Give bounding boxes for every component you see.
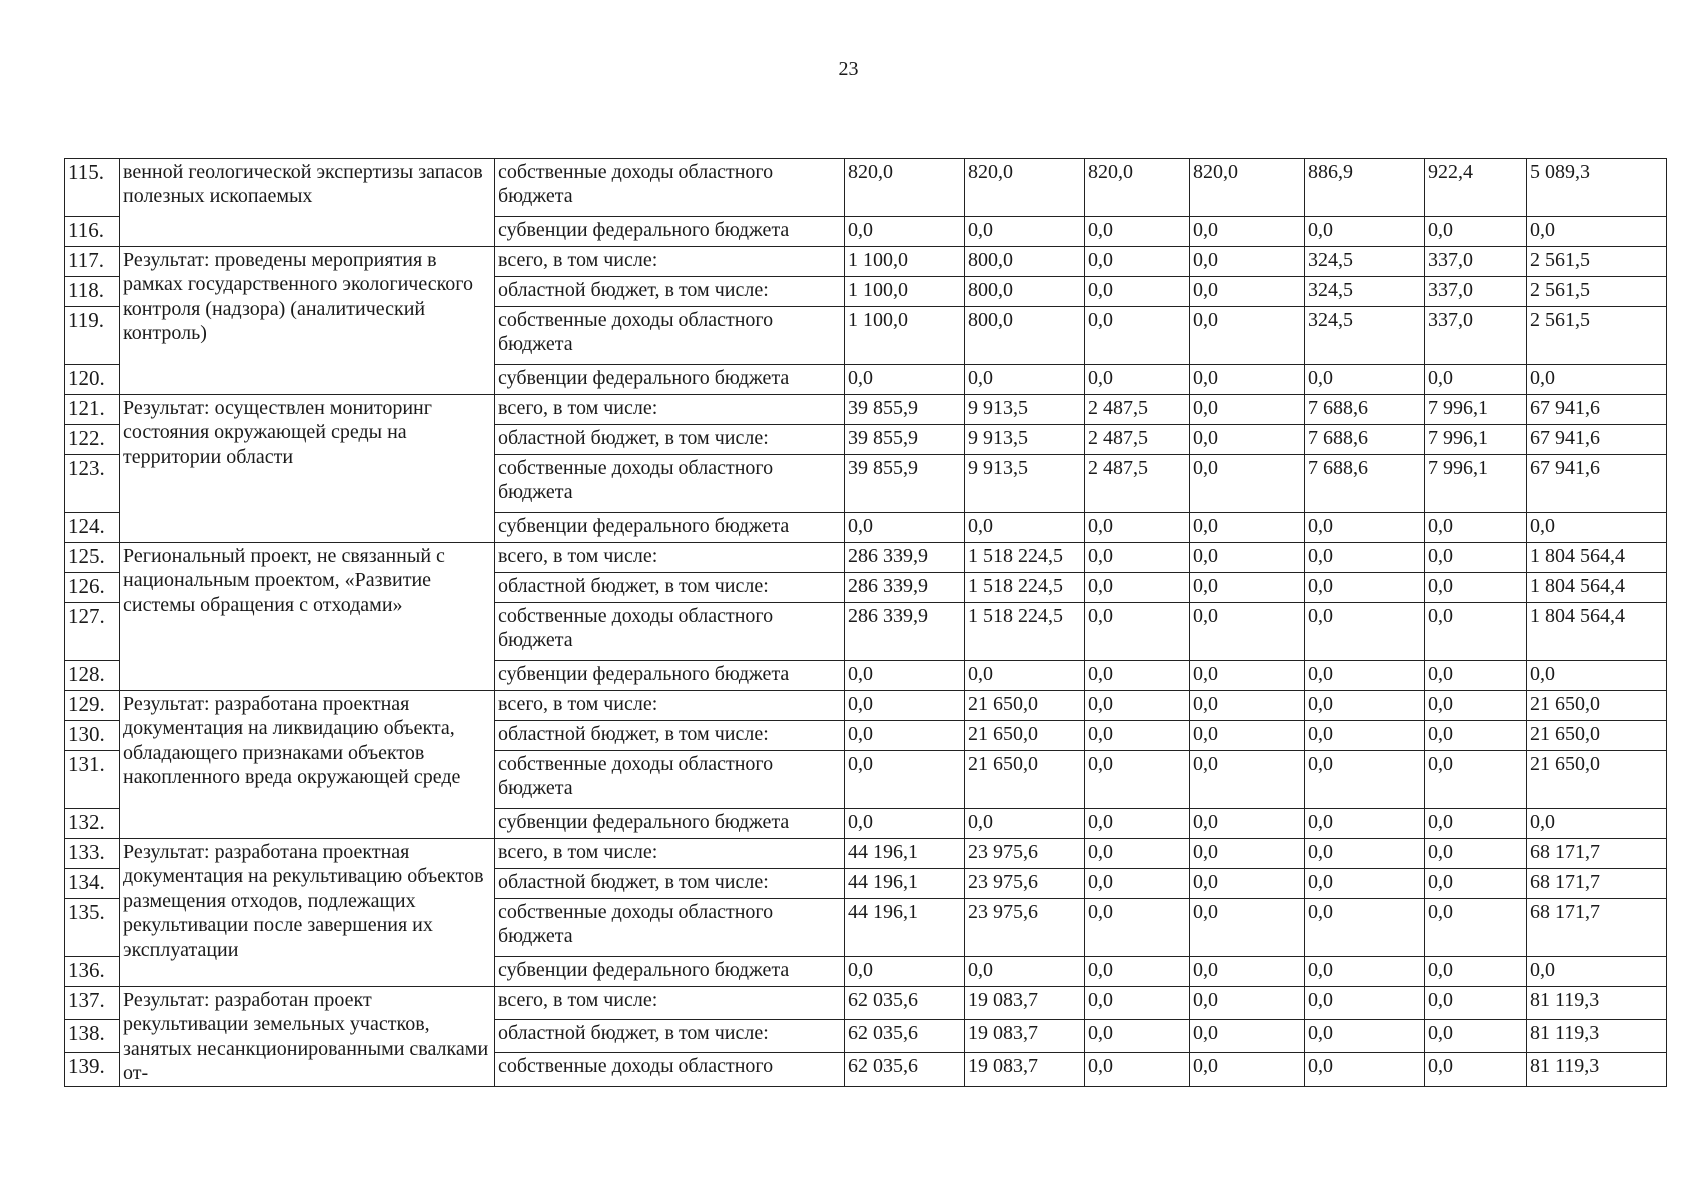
table-row <box>65 987 1667 1020</box>
funding-source: собственные доходы областного бюджета <box>495 603 845 661</box>
year-value-cell: 324,5 <box>1305 247 1425 277</box>
year-value-cell: 0,0 <box>1425 869 1527 899</box>
year-value-cell: 0,0 <box>1425 217 1527 247</box>
total-value-cell: 2 561,5 <box>1527 307 1667 365</box>
total-value-cell: 81 119,3 <box>1527 1053 1667 1086</box>
year-value-cell: 800,0 <box>965 307 1085 365</box>
item-description: Результат: проведены мероприятия в рамках государственного экологического контроля (надзора) (аналитический контроль) <box>120 247 495 395</box>
total-value-cell: 67 941,6 <box>1527 395 1667 425</box>
funding-source: областной бюджет, в том числе: <box>495 573 845 603</box>
total-value-cell: 1 804 564,4 <box>1527 543 1667 573</box>
year-value-cell: 0,0 <box>1425 661 1527 691</box>
funding-source: субвенции федерального бюджета <box>495 217 845 247</box>
year-value-cell: 23 975,6 <box>965 869 1085 899</box>
year-value-cell: 0,0 <box>1085 513 1190 543</box>
year-value-cell: 286 339,9 <box>845 573 965 603</box>
row-number: 129. <box>65 691 120 721</box>
year-value-cell: 7 688,6 <box>1305 455 1425 513</box>
year-value-cell: 39 855,9 <box>845 455 965 513</box>
year-value-cell: 39 855,9 <box>845 395 965 425</box>
year-value-cell: 19 083,7 <box>965 1053 1085 1086</box>
year-value-cell: 0,0 <box>1305 1020 1425 1053</box>
year-value-cell: 820,0 <box>1085 159 1190 217</box>
year-value-cell: 44 196,1 <box>845 899 965 957</box>
year-value-cell: 0,0 <box>965 217 1085 247</box>
funding-source: всего, в том числе: <box>495 987 845 1020</box>
year-value-cell: 0,0 <box>1190 395 1305 425</box>
year-value-cell: 0,0 <box>1425 721 1527 751</box>
year-value-cell: 0,0 <box>1425 751 1527 809</box>
year-value-cell: 0,0 <box>1085 217 1190 247</box>
year-value-cell: 0,0 <box>965 365 1085 395</box>
row-number: 130. <box>65 721 120 751</box>
total-value-cell: 21 650,0 <box>1527 751 1667 809</box>
item-description: Результат: разработана проектная документация на ликвидацию объекта, обладающего признаками объектов накопленного вреда окружающей среде <box>120 691 495 839</box>
year-value-cell: 21 650,0 <box>965 691 1085 721</box>
year-value-cell: 0,0 <box>1425 365 1527 395</box>
year-value-cell: 44 196,1 <box>845 869 965 899</box>
year-value-cell: 19 083,7 <box>965 1020 1085 1053</box>
funding-source: всего, в том числе: <box>495 839 845 869</box>
year-value-cell: 7 688,6 <box>1305 425 1425 455</box>
total-value-cell: 0,0 <box>1527 809 1667 839</box>
year-value-cell: 0,0 <box>1085 809 1190 839</box>
year-value-cell: 0,0 <box>1425 1020 1527 1053</box>
item-description: венной геологической экспертизы запасов полезных ископаемых <box>120 159 495 247</box>
row-number: 135. <box>65 899 120 957</box>
year-value-cell: 0,0 <box>1190 691 1305 721</box>
year-value-cell: 1 100,0 <box>845 277 965 307</box>
year-value-cell: 0,0 <box>1190 661 1305 691</box>
year-value-cell: 2 487,5 <box>1085 425 1190 455</box>
row-number: 127. <box>65 603 120 661</box>
total-value-cell: 81 119,3 <box>1527 987 1667 1020</box>
total-value-cell: 67 941,6 <box>1527 425 1667 455</box>
year-value-cell: 0,0 <box>1305 691 1425 721</box>
total-value-cell: 68 171,7 <box>1527 839 1667 869</box>
year-value-cell: 1 518 224,5 <box>965 543 1085 573</box>
year-value-cell: 0,0 <box>1085 1053 1190 1086</box>
total-value-cell: 68 171,7 <box>1527 899 1667 957</box>
year-value-cell: 0,0 <box>1305 543 1425 573</box>
funding-source: всего, в том числе: <box>495 691 845 721</box>
year-value-cell: 0,0 <box>1190 603 1305 661</box>
year-value-cell: 0,0 <box>1190 217 1305 247</box>
year-value-cell: 9 913,5 <box>965 455 1085 513</box>
funding-source: собственные доходы областного бюджета <box>495 455 845 513</box>
year-value-cell: 0,0 <box>1190 247 1305 277</box>
funding-source: областной бюджет, в том числе: <box>495 1020 845 1053</box>
funding-source: областной бюджет, в том числе: <box>495 425 845 455</box>
year-value-cell: 0,0 <box>1425 513 1527 543</box>
year-value-cell: 0,0 <box>1190 751 1305 809</box>
funding-source: областной бюджет, в том числе: <box>495 721 845 751</box>
year-value-cell: 0,0 <box>1190 721 1305 751</box>
year-value-cell: 324,5 <box>1305 307 1425 365</box>
year-value-cell: 0,0 <box>1085 839 1190 869</box>
year-value-cell: 0,0 <box>965 809 1085 839</box>
year-value-cell: 0,0 <box>1085 957 1190 987</box>
year-value-cell: 800,0 <box>965 247 1085 277</box>
total-value-cell: 81 119,3 <box>1527 1020 1667 1053</box>
funding-source: субвенции федерального бюджета <box>495 365 845 395</box>
year-value-cell: 21 650,0 <box>965 751 1085 809</box>
year-value-cell: 0,0 <box>1085 603 1190 661</box>
year-value-cell: 0,0 <box>1305 751 1425 809</box>
funding-source: собственные доходы областного бюджета <box>495 751 845 809</box>
year-value-cell: 62 035,6 <box>845 1020 965 1053</box>
year-value-cell: 0,0 <box>1190 899 1305 957</box>
year-value-cell: 1 100,0 <box>845 247 965 277</box>
year-value-cell: 800,0 <box>965 277 1085 307</box>
row-number: 115. <box>65 159 120 217</box>
year-value-cell: 23 975,6 <box>965 899 1085 957</box>
year-value-cell: 0,0 <box>1305 513 1425 543</box>
year-value-cell: 0,0 <box>845 957 965 987</box>
year-value-cell: 820,0 <box>845 159 965 217</box>
year-value-cell: 0,0 <box>1305 1053 1425 1086</box>
total-value-cell: 5 089,3 <box>1527 159 1667 217</box>
funding-source: собственные доходы областного бюджета <box>495 899 845 957</box>
total-value-cell: 21 650,0 <box>1527 691 1667 721</box>
year-value-cell: 820,0 <box>965 159 1085 217</box>
funding-source: собственные доходы областного <box>495 1053 845 1086</box>
year-value-cell: 0,0 <box>1085 247 1190 277</box>
total-value-cell: 2 561,5 <box>1527 247 1667 277</box>
year-value-cell: 286 339,9 <box>845 603 965 661</box>
year-value-cell: 0,0 <box>845 691 965 721</box>
row-number: 134. <box>65 869 120 899</box>
year-value-cell: 0,0 <box>845 809 965 839</box>
year-value-cell: 337,0 <box>1425 307 1527 365</box>
row-number: 116. <box>65 217 120 247</box>
year-value-cell: 0,0 <box>1190 277 1305 307</box>
row-number: 117. <box>65 247 120 277</box>
year-value-cell: 0,0 <box>1425 543 1527 573</box>
year-value-cell: 0,0 <box>1190 543 1305 573</box>
year-value-cell: 0,0 <box>1085 691 1190 721</box>
budget-table <box>64 158 1667 1087</box>
funding-source: субвенции федерального бюджета <box>495 661 845 691</box>
year-value-cell: 0,0 <box>1425 1053 1527 1086</box>
total-value-cell: 0,0 <box>1527 217 1667 247</box>
table-row <box>65 839 1667 869</box>
year-value-cell: 0,0 <box>1425 899 1527 957</box>
item-description: Результат: осуществлен мониторинг состояния окружающей среды на территории области <box>120 395 495 543</box>
year-value-cell: 1 100,0 <box>845 307 965 365</box>
year-value-cell: 0,0 <box>1425 987 1527 1020</box>
year-value-cell: 0,0 <box>965 513 1085 543</box>
year-value-cell: 1 518 224,5 <box>965 603 1085 661</box>
year-value-cell: 0,0 <box>1190 425 1305 455</box>
year-value-cell: 0,0 <box>1190 839 1305 869</box>
year-value-cell: 0,0 <box>965 957 1085 987</box>
year-value-cell: 0,0 <box>1085 869 1190 899</box>
row-number: 120. <box>65 365 120 395</box>
row-number: 139. <box>65 1053 120 1086</box>
year-value-cell: 820,0 <box>1190 159 1305 217</box>
table-row <box>65 543 1667 573</box>
year-value-cell: 0,0 <box>1425 691 1527 721</box>
funding-source: собственные доходы областного бюджета <box>495 307 845 365</box>
year-value-cell: 0,0 <box>965 661 1085 691</box>
funding-source: субвенции федерального бюджета <box>495 513 845 543</box>
total-value-cell: 1 804 564,4 <box>1527 573 1667 603</box>
item-description: Результат: разработан проект рекультивации земельных участков, занятых несанкционированными свалками от- <box>120 987 495 1087</box>
year-value-cell: 0,0 <box>1305 603 1425 661</box>
total-value-cell: 0,0 <box>1527 365 1667 395</box>
table-row <box>65 395 1667 425</box>
row-number: 131. <box>65 751 120 809</box>
row-number: 128. <box>65 661 120 691</box>
table-body <box>65 159 1667 1087</box>
year-value-cell: 39 855,9 <box>845 425 965 455</box>
year-value-cell: 0,0 <box>1190 573 1305 603</box>
year-value-cell: 0,0 <box>1190 1053 1305 1086</box>
table-row <box>65 159 1667 217</box>
total-value-cell: 0,0 <box>1527 513 1667 543</box>
row-number: 133. <box>65 839 120 869</box>
year-value-cell: 0,0 <box>845 751 965 809</box>
item-description: Результат: разработана проектная документация на рекультивацию объектов размещения отходов, подлежащих рекультивации после завершения их эксплуатации <box>120 839 495 987</box>
year-value-cell: 0,0 <box>1305 365 1425 395</box>
year-value-cell: 21 650,0 <box>965 721 1085 751</box>
year-value-cell: 0,0 <box>1425 573 1527 603</box>
year-value-cell: 0,0 <box>1305 899 1425 957</box>
year-value-cell: 0,0 <box>845 217 965 247</box>
year-value-cell: 9 913,5 <box>965 425 1085 455</box>
year-value-cell: 0,0 <box>845 721 965 751</box>
total-value-cell: 1 804 564,4 <box>1527 603 1667 661</box>
year-value-cell: 0,0 <box>1085 987 1190 1020</box>
year-value-cell: 2 487,5 <box>1085 395 1190 425</box>
row-number: 118. <box>65 277 120 307</box>
year-value-cell: 0,0 <box>1085 365 1190 395</box>
year-value-cell: 0,0 <box>1305 957 1425 987</box>
year-value-cell: 0,0 <box>845 513 965 543</box>
year-value-cell: 0,0 <box>1085 277 1190 307</box>
funding-source: всего, в том числе: <box>495 543 845 573</box>
year-value-cell: 0,0 <box>1085 543 1190 573</box>
year-value-cell: 0,0 <box>1305 987 1425 1020</box>
funding-source: областной бюджет, в том числе: <box>495 869 845 899</box>
row-number: 119. <box>65 307 120 365</box>
year-value-cell: 0,0 <box>1085 573 1190 603</box>
row-number: 122. <box>65 425 120 455</box>
table-row <box>65 247 1667 277</box>
year-value-cell: 0,0 <box>1190 957 1305 987</box>
row-number: 121. <box>65 395 120 425</box>
year-value-cell: 7 688,6 <box>1305 395 1425 425</box>
year-value-cell: 0,0 <box>1305 809 1425 839</box>
year-value-cell: 9 913,5 <box>965 395 1085 425</box>
year-value-cell: 337,0 <box>1425 247 1527 277</box>
total-value-cell: 21 650,0 <box>1527 721 1667 751</box>
year-value-cell: 0,0 <box>845 661 965 691</box>
year-value-cell: 0,0 <box>1305 839 1425 869</box>
year-value-cell: 2 487,5 <box>1085 455 1190 513</box>
year-value-cell: 7 996,1 <box>1425 425 1527 455</box>
year-value-cell: 62 035,6 <box>845 1053 965 1086</box>
year-value-cell: 0,0 <box>1425 839 1527 869</box>
row-number: 126. <box>65 573 120 603</box>
year-value-cell: 0,0 <box>1190 869 1305 899</box>
year-value-cell: 0,0 <box>1190 307 1305 365</box>
year-value-cell: 286 339,9 <box>845 543 965 573</box>
year-value-cell: 0,0 <box>1190 455 1305 513</box>
year-value-cell: 0,0 <box>1305 217 1425 247</box>
year-value-cell: 922,4 <box>1425 159 1527 217</box>
year-value-cell: 0,0 <box>1425 957 1527 987</box>
year-value-cell: 62 035,6 <box>845 987 965 1020</box>
year-value-cell: 44 196,1 <box>845 839 965 869</box>
funding-source: субвенции федерального бюджета <box>495 957 845 987</box>
row-number: 137. <box>65 987 120 1020</box>
year-value-cell: 0,0 <box>1305 661 1425 691</box>
table-row <box>65 691 1667 721</box>
year-value-cell: 0,0 <box>1305 573 1425 603</box>
total-value-cell: 0,0 <box>1527 957 1667 987</box>
row-number: 136. <box>65 957 120 987</box>
year-value-cell: 0,0 <box>1085 751 1190 809</box>
year-value-cell: 23 975,6 <box>965 839 1085 869</box>
year-value-cell: 0,0 <box>1425 603 1527 661</box>
row-number: 132. <box>65 809 120 839</box>
year-value-cell: 0,0 <box>1085 307 1190 365</box>
row-number: 125. <box>65 543 120 573</box>
page-number: 23 <box>838 58 859 80</box>
year-value-cell: 0,0 <box>1085 661 1190 691</box>
year-value-cell: 886,9 <box>1305 159 1425 217</box>
year-value-cell: 324,5 <box>1305 277 1425 307</box>
year-value-cell: 0,0 <box>1085 721 1190 751</box>
year-value-cell: 0,0 <box>1085 1020 1190 1053</box>
funding-source: субвенции федерального бюджета <box>495 809 845 839</box>
row-number: 138. <box>65 1020 120 1053</box>
year-value-cell: 0,0 <box>1190 809 1305 839</box>
row-number: 123. <box>65 455 120 513</box>
total-value-cell: 2 561,5 <box>1527 277 1667 307</box>
year-value-cell: 0,0 <box>1190 1020 1305 1053</box>
year-value-cell: 0,0 <box>1190 513 1305 543</box>
year-value-cell: 0,0 <box>1425 809 1527 839</box>
funding-source: собственные доходы областного бюджета <box>495 159 845 217</box>
total-value-cell: 0,0 <box>1527 661 1667 691</box>
year-value-cell: 0,0 <box>1085 899 1190 957</box>
funding-source: областной бюджет, в том числе: <box>495 277 845 307</box>
year-value-cell: 0,0 <box>1305 721 1425 751</box>
total-value-cell: 67 941,6 <box>1527 455 1667 513</box>
row-number: 124. <box>65 513 120 543</box>
item-description: Региональный проект, не связанный с национальным проектом, «Развитие системы обращения с отходами» <box>120 543 495 691</box>
year-value-cell: 0,0 <box>1190 987 1305 1020</box>
year-value-cell: 19 083,7 <box>965 987 1085 1020</box>
year-value-cell: 0,0 <box>845 365 965 395</box>
year-value-cell: 7 996,1 <box>1425 455 1527 513</box>
funding-source: всего, в том числе: <box>495 395 845 425</box>
funding-source: всего, в том числе: <box>495 247 845 277</box>
year-value-cell: 1 518 224,5 <box>965 573 1085 603</box>
year-value-cell: 0,0 <box>1305 869 1425 899</box>
year-value-cell: 0,0 <box>1190 365 1305 395</box>
total-value-cell: 68 171,7 <box>1527 869 1667 899</box>
year-value-cell: 7 996,1 <box>1425 395 1527 425</box>
year-value-cell: 337,0 <box>1425 277 1527 307</box>
